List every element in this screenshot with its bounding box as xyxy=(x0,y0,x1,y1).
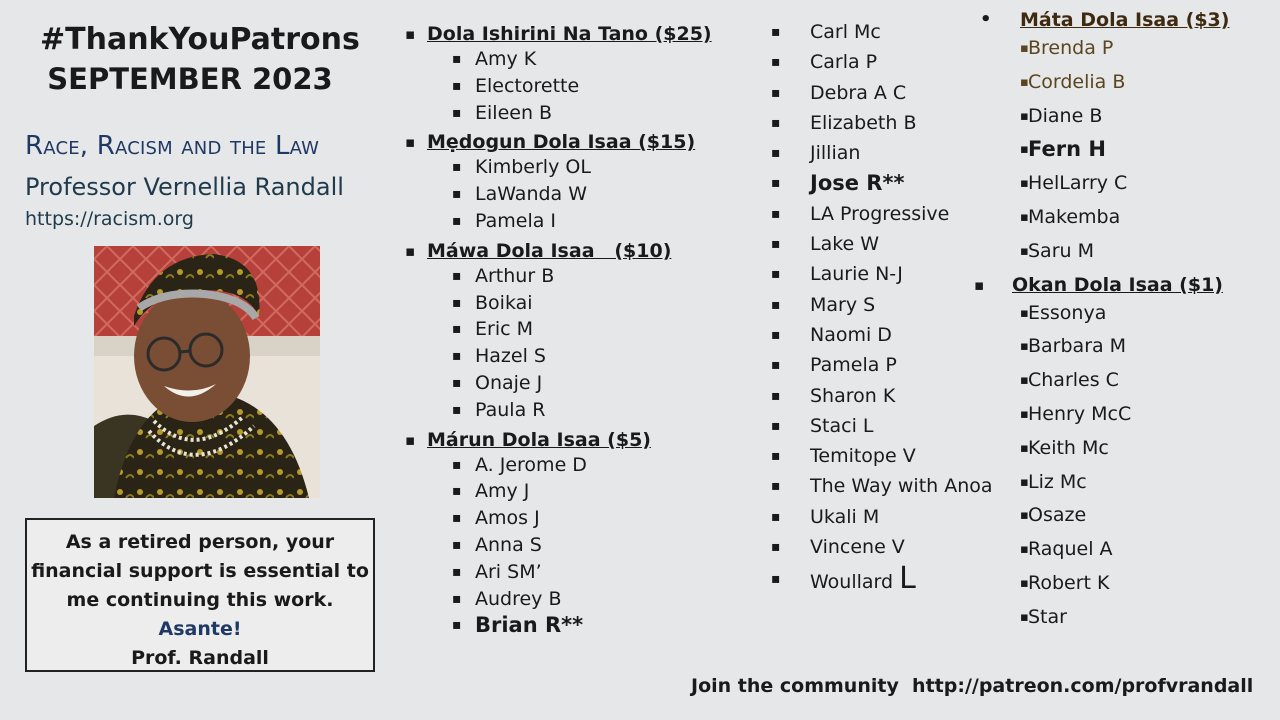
thanks-text: Asante! xyxy=(158,618,242,640)
patron-name: ▪ Pamela I xyxy=(427,208,712,235)
tier-list-10 xyxy=(427,263,712,424)
patron-name: ▪ Liz Mc xyxy=(1020,466,1229,500)
patron-name: ▪ Laurie N-J xyxy=(810,259,993,289)
professor-name: Professor Vernellia Randall xyxy=(25,173,344,201)
patron-name: ▪ Hazel S xyxy=(427,343,712,370)
patron-name: ▪ Kimberly OL xyxy=(427,154,712,181)
patron-name: ▪ Cordelia B xyxy=(1020,66,1229,100)
patron-name: ▪ Electorette xyxy=(427,73,712,100)
patron-name: ▪ Ukali M xyxy=(810,502,993,532)
patron-name: ▪ Brenda P xyxy=(1020,32,1229,66)
patron-name: ▪ Naomi D xyxy=(810,320,993,350)
portrait-image xyxy=(94,246,320,498)
tier-header-1: ▪ Okan Dola Isaa ($1) xyxy=(1012,273,1229,297)
patron-name: ▪ Lake W xyxy=(810,229,993,259)
patron-name: ▪ A. Jerome D xyxy=(427,452,712,479)
patron-name: ▪ Paula R xyxy=(427,397,712,424)
month-title: SEPTEMBER 2023 xyxy=(47,62,333,96)
course-title: Race, Racism and the Law xyxy=(25,131,320,161)
patron-name: ▪ Charles C xyxy=(1020,364,1229,398)
patron-name: ▪ Pamela P xyxy=(810,350,993,380)
patron-name: ▪ Keith Mc xyxy=(1020,432,1229,466)
patron-name: ▪ Eric M xyxy=(427,316,712,343)
patron-name: ▪ Essonya xyxy=(1020,297,1229,331)
patron-name: ▪ Amy J xyxy=(427,478,712,505)
patron-name: ▪ Eileen B xyxy=(427,100,712,127)
patron-name: ▪ HelLarry C xyxy=(1020,167,1229,201)
patron-name: ▪ Debra A C xyxy=(810,78,993,108)
patron-name: ▪ Osaze xyxy=(1020,499,1229,533)
patron-name: ▪ Barbara M xyxy=(1020,330,1229,364)
patron-name-featured: ▪ Brian R** xyxy=(427,612,712,639)
patron-name: ▪ Arthur B xyxy=(427,263,712,290)
patron-name: ▪ Staci L xyxy=(810,411,993,441)
patron-name-featured: ▪ Fern H xyxy=(1020,133,1229,167)
patron-name: ▪ Temitope V xyxy=(810,441,993,471)
signature-text: Prof. Randall xyxy=(131,647,269,669)
patron-name: ▪ The Way with Anoa xyxy=(810,471,993,501)
tier-list-1 xyxy=(1020,297,1229,635)
patron-column-1 xyxy=(427,22,712,639)
patron-name: ▪ Sharon K xyxy=(810,381,993,411)
patron-name: ▪ LaWanda W xyxy=(427,181,712,208)
support-message-box xyxy=(25,518,375,672)
patron-name: ▪ Carla P xyxy=(810,47,993,77)
patron-column-3 xyxy=(1012,8,1230,635)
patron-last-initial: L xyxy=(899,561,916,597)
patron-name: ▪ Robert K xyxy=(1020,567,1229,601)
patron-name: ▪ Jillian xyxy=(810,138,993,168)
patron-last-name: Woullard xyxy=(810,571,900,594)
tier-list-3 xyxy=(1020,32,1229,269)
patron-name-featured: ▪ Jose R** xyxy=(810,168,993,198)
patron-name: ▪ Boikai xyxy=(427,290,712,317)
patron-name: ▪ Henry McC xyxy=(1020,398,1229,432)
patron-name: ▪ Carl Mc xyxy=(810,17,993,47)
patron-name: ▪ Elizabeth B xyxy=(810,108,993,138)
patron-name: ▪ Star xyxy=(1020,601,1229,635)
patron-name: ▪ Vincene V xyxy=(810,532,993,562)
patron-name: ▪ LA Progressive xyxy=(810,199,993,229)
patron-name: ▪ Raquel A xyxy=(1020,533,1229,567)
website-link[interactable]: https://racism.org xyxy=(25,208,194,230)
hashtag-title: #ThankYouPatrons xyxy=(40,22,360,57)
support-line-3: me continuing this work. xyxy=(66,589,334,611)
tier-header-10: ▪ Máwa Dola Isaa ($10) xyxy=(427,239,712,263)
support-line-1: As a retired person, your xyxy=(65,531,335,553)
patron-name: ▪ Onaje J xyxy=(427,370,712,397)
patron-name-last xyxy=(810,562,993,599)
patron-name: ▪ Amy K xyxy=(427,46,712,73)
tier-list-5-continued xyxy=(810,17,993,599)
support-line-2: financial support is essential to xyxy=(31,560,369,582)
patron-name: ▪ Ari SM’ xyxy=(427,559,712,586)
patron-name: ▪ Audrey B xyxy=(427,586,712,613)
patron-name: ▪ Makemba xyxy=(1020,201,1229,235)
tier-header-25: ▪ Dola Ishirini Na Tano ($25) xyxy=(427,22,712,46)
patron-column-2 xyxy=(810,17,993,599)
tier-list-5 xyxy=(427,452,712,640)
patron-name: ▪ Saru M xyxy=(1020,235,1229,269)
tier-header-3: • Máta Dola Isaa ($3) xyxy=(1020,8,1229,32)
join-community-link[interactable]: Join the community http://patreon.com/profvrandall xyxy=(691,675,1254,697)
tier-list-15 xyxy=(427,154,712,234)
patron-name: ▪ Mary S xyxy=(810,290,993,320)
patron-name: ▪ Amos J xyxy=(427,505,712,532)
patron-name: ▪ Diane B xyxy=(1020,100,1229,134)
tier-header-5: ▪ Márun Dola Isaa ($5) xyxy=(427,428,712,452)
tier-header-15: ▪ Mẹdogun Dola Isaa ($15) xyxy=(427,130,712,154)
professor-photo xyxy=(94,246,320,498)
patron-name: ▪ Anna S xyxy=(427,532,712,559)
tier-list-25 xyxy=(427,46,712,126)
